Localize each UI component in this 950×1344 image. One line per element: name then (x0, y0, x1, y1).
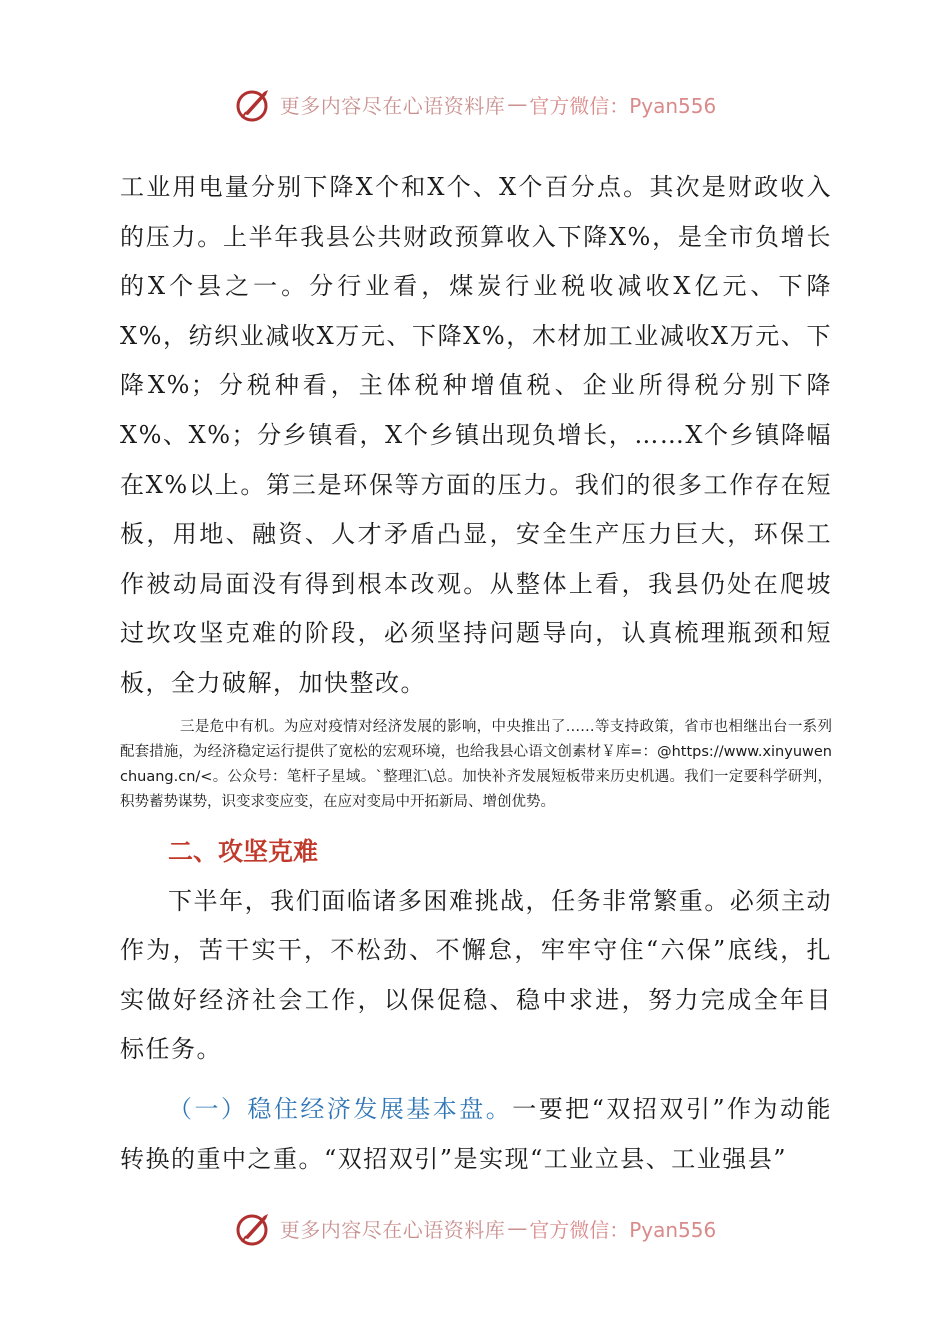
paragraph-opportunity: 三是危中有机。为应对疫情对经济发展的影响，中央推出了……等支持政策，省市也相继出台一系列配套措施，为经济稳定运行提供了宽松的宏观环境，也给我县心语文创素材￥库=：@https://www.xinyuwenchuang.cn/<。公众号：笔杆子星域。`整理汇\总。加快补齐发展短板带来历史机遇。我们一定要科学研判，积势蓄势谋势，识变求变应变，在应对变局中开拓新局、增创优势。 (120, 718, 832, 810)
paragraph-stabilize (120, 1085, 832, 1184)
banner-text: 更多内容尽在心语资料库 (279, 93, 506, 118)
header-banner (0, 80, 950, 128)
subsection-heading: （一）稳住经济发展基本盘。 (168, 1094, 513, 1123)
document-body (120, 163, 832, 1184)
footer-banner (0, 1204, 950, 1252)
quill-logo-icon (234, 84, 274, 124)
paragraph-second-half: 下半年，我们面临诸多困难挑战，任务非常繁重。必须主动作为，苦干实干，不松劲、不懈怠，牢牢守住“六保”底线，扎实做好经济社会工作，以保促稳、稳中求进，努力完成全年目标任务。 (120, 886, 832, 1064)
banner-dash: — (507, 92, 528, 116)
quill-logo-icon (234, 1208, 274, 1248)
banner-text: 更多内容尽在心语资料库 (279, 1217, 506, 1242)
section-heading: 二、攻坚克难 (168, 836, 319, 866)
banner-dash: — (507, 1216, 528, 1240)
subsection-text: 一要把“双招双引”作为动能转换的重中之重。“双招双引”是实现“工业立县、工业强县” (120, 1094, 832, 1173)
banner-wechat: 官方微信：Pyan556 (529, 93, 717, 118)
paragraph-pressure: 工业用电量分别下降X个和X个、X个百分点。其次是财政收入的压力。上半年我县公共财政预算收入下降X%，是全市负增长的X个县之一。分行业看，煤炭行业税收减收X亿元、下降X%，纺织业减收X万元、下降X%，木材加工业减收X万元、下降X%；分税种看，主体税种增值税、企业所得税分别下降X%、X%；分乡镇看，X个乡镇出现负增长，……X个乡镇降幅在X%以上。第三是环保等方面的压力。我们的很多工作存在短板，用地、融资、人才矛盾凸显，安全生产压力巨大，环保工作被动局面没有得到根本改观。从整体上看，我县仍处在爬坡过坎攻坚克难的阶段，必须坚持问题导向，认真梳理瓶颈和短板，全力破解，加快整改。 (120, 173, 832, 697)
banner-wechat: 官方微信：Pyan556 (529, 1217, 717, 1242)
